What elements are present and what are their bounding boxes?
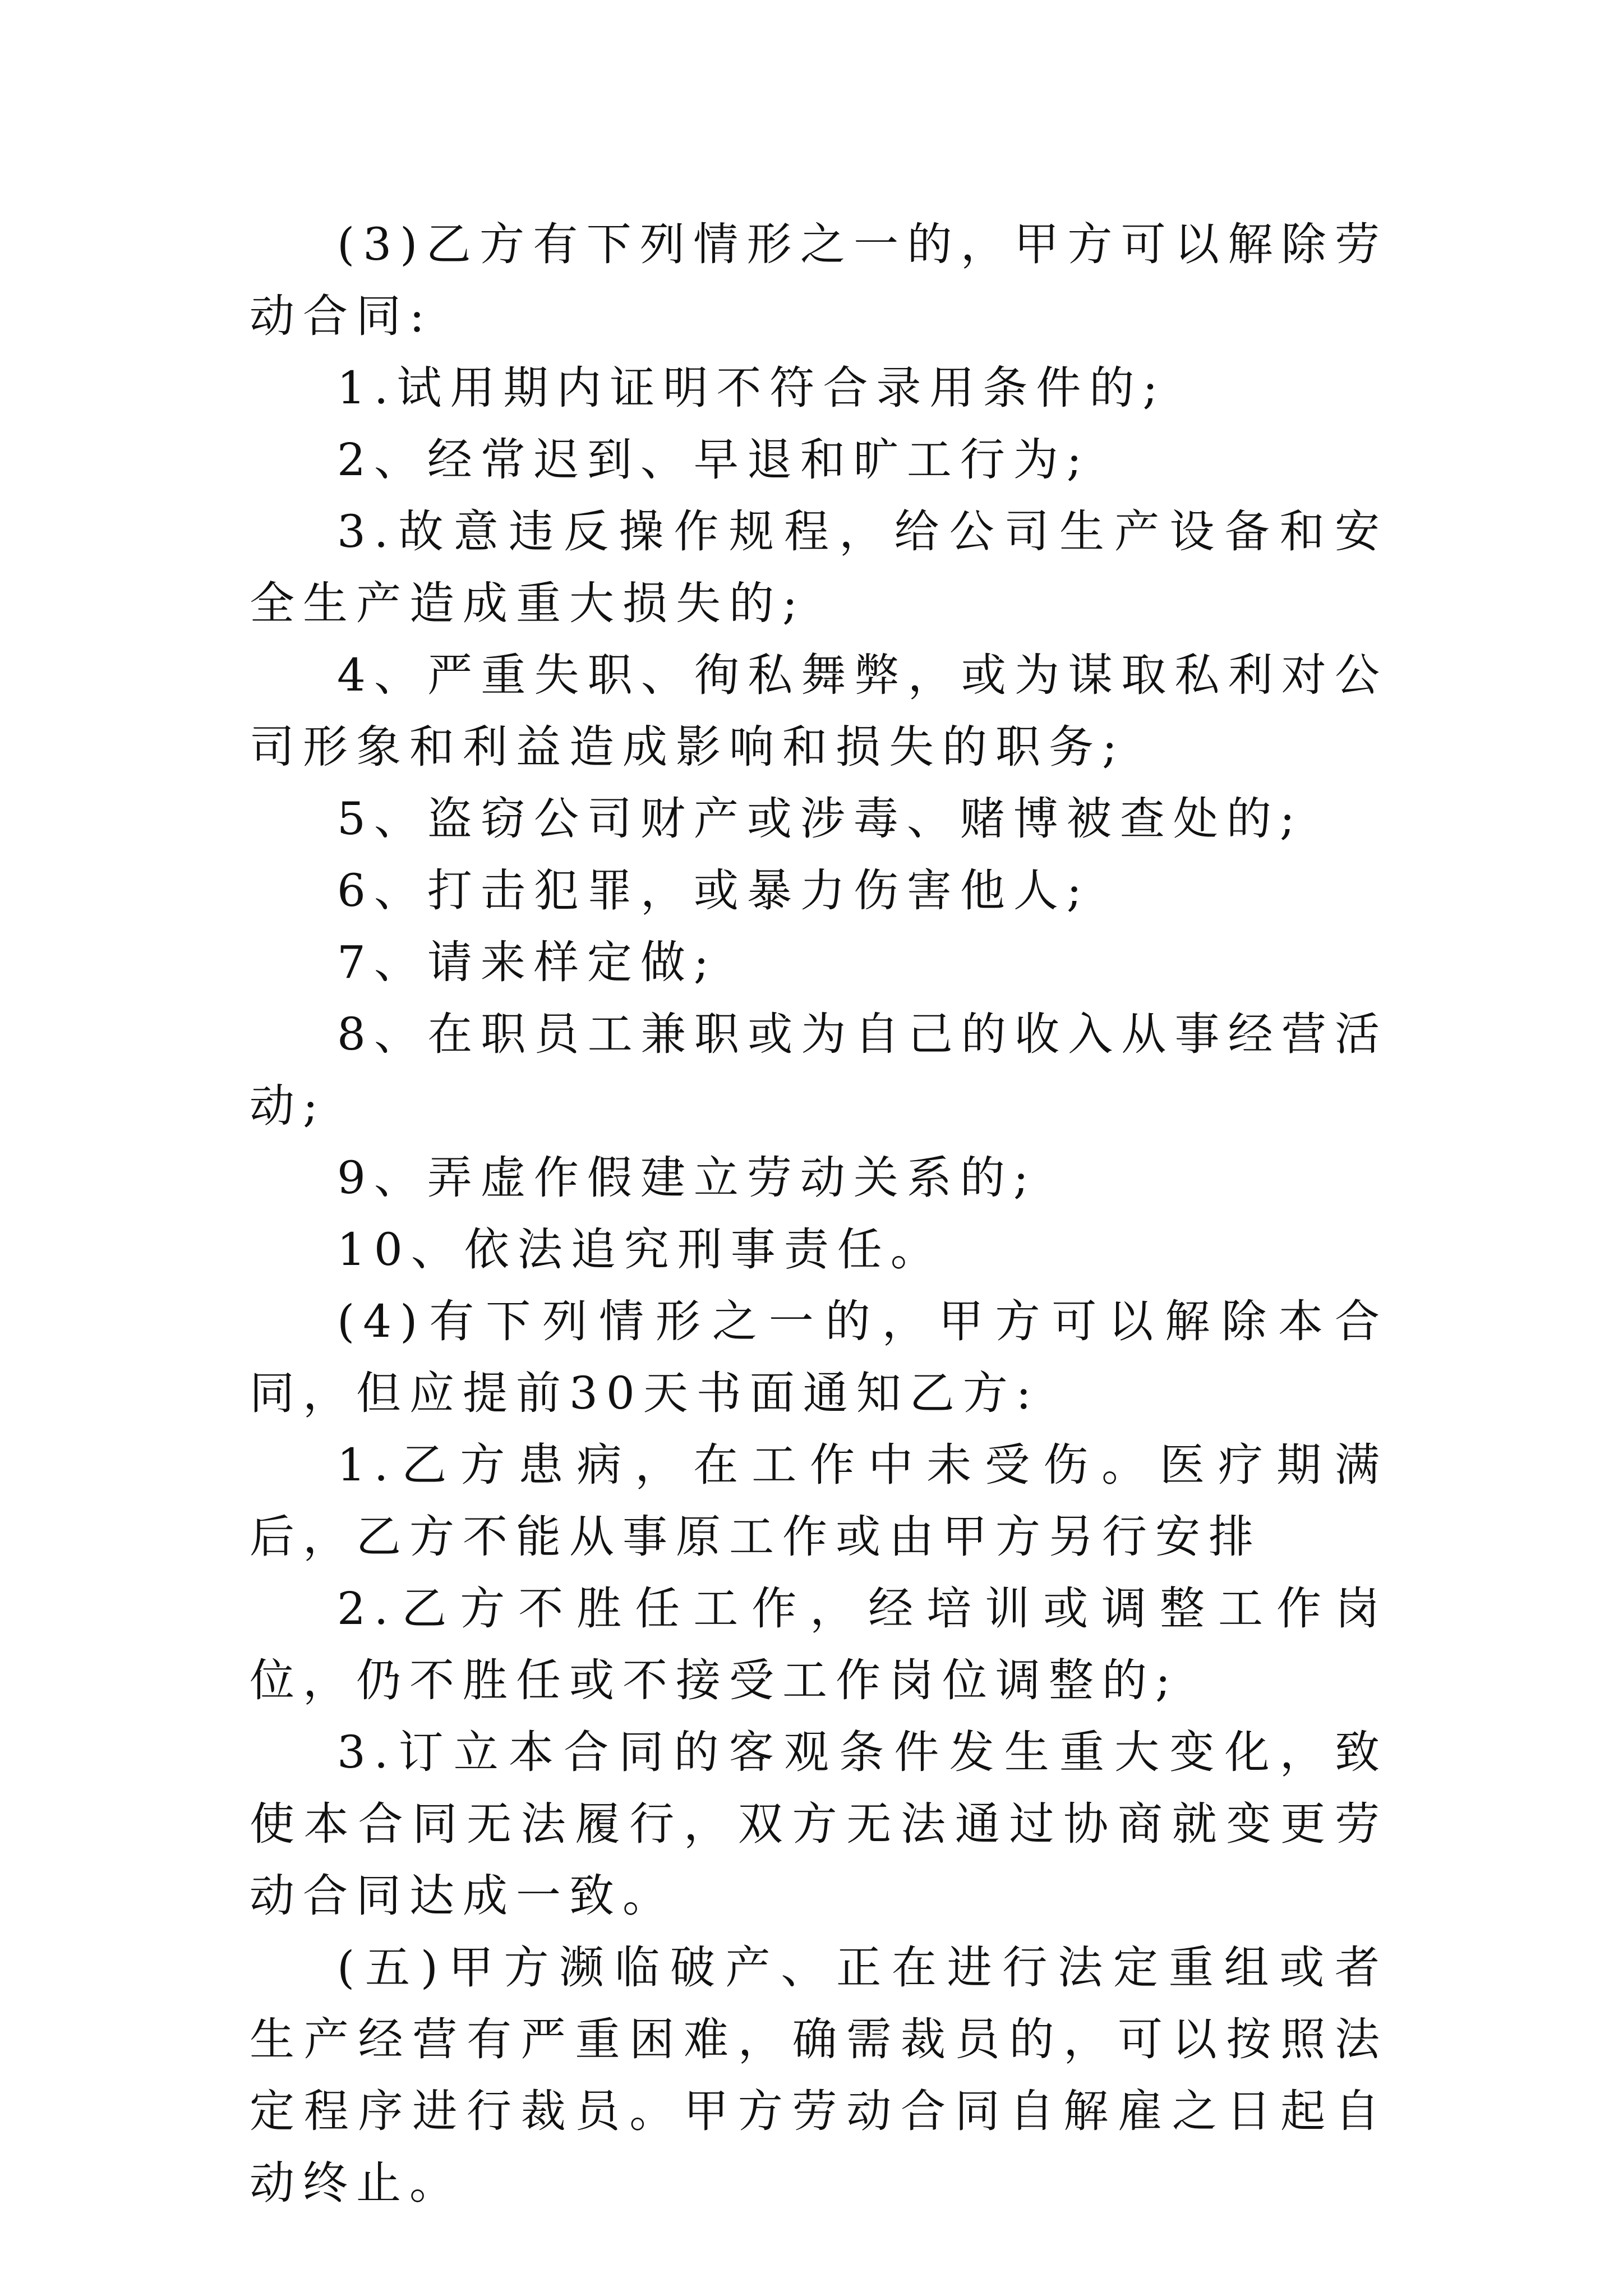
clause-item-8: 8、在职员工兼职或为自己的收入从事经营活动; <box>250 1008 1388 1132</box>
clause-item-5: 5、盗窃公司财产或涉毒、赌博被查处的; <box>337 793 1303 845</box>
clause-item-6: 6、打击犯罪，或暴力伤害他人; <box>337 864 1090 917</box>
clause-item-3: 3.故意违反操作规程，给公司生产设备和安全生产造成重大损失的; <box>250 505 1388 629</box>
clause-item-7: 7、请来样定做; <box>337 936 717 988</box>
document-body <box>250 209 1388 2219</box>
clause-item-2: 2、经常迟到、早退和旷工行为; <box>337 434 1090 486</box>
notice-item-1: 1.乙方患病，在工作中未受伤。医疗期满后，乙方不能从事原工作或由甲方另行安排 <box>250 1439 1388 1563</box>
clause-item-4: 4、严重失职、徇私舞弊，或为谋取私利对公司形象和利益造成影响和损失的职务; <box>250 649 1388 773</box>
clause-item-10: 10、依法追究刑事责任。 <box>337 1223 944 1276</box>
notice-item-3: 3.订立本合同的客观条件发生重大变化，致使本合同无法履行，双方无法通过协商就变更劳动合同达成一致。 <box>250 1726 1388 1922</box>
clause-item-1: 1.试用期内证明不符合录用条件的; <box>337 362 1166 414</box>
paragraph-5: (五)甲方濒临破产、正在进行法定重组或者生产经营有严重困难，确需裁员的，可以按照法定程序进行裁员。甲方劳动合同自解雇之日起自动终止。 <box>250 1941 1388 2209</box>
clause-item-9: 9、弄虚作假建立劳动关系的; <box>337 1152 1037 1204</box>
paragraph-3-heading: (3)乙方有下列情形之一的，甲方可以解除劳动合同: <box>250 218 1388 342</box>
notice-item-2: 2.乙方不胜任工作，经培训或调整工作岗位，仍不胜任或不接受工作岗位调整的; <box>250 1582 1388 1706</box>
paragraph-4-heading: (4)有下列情形之一的，甲方可以解除本合同，但应提前30天书面通知乙方: <box>250 1295 1388 1419</box>
